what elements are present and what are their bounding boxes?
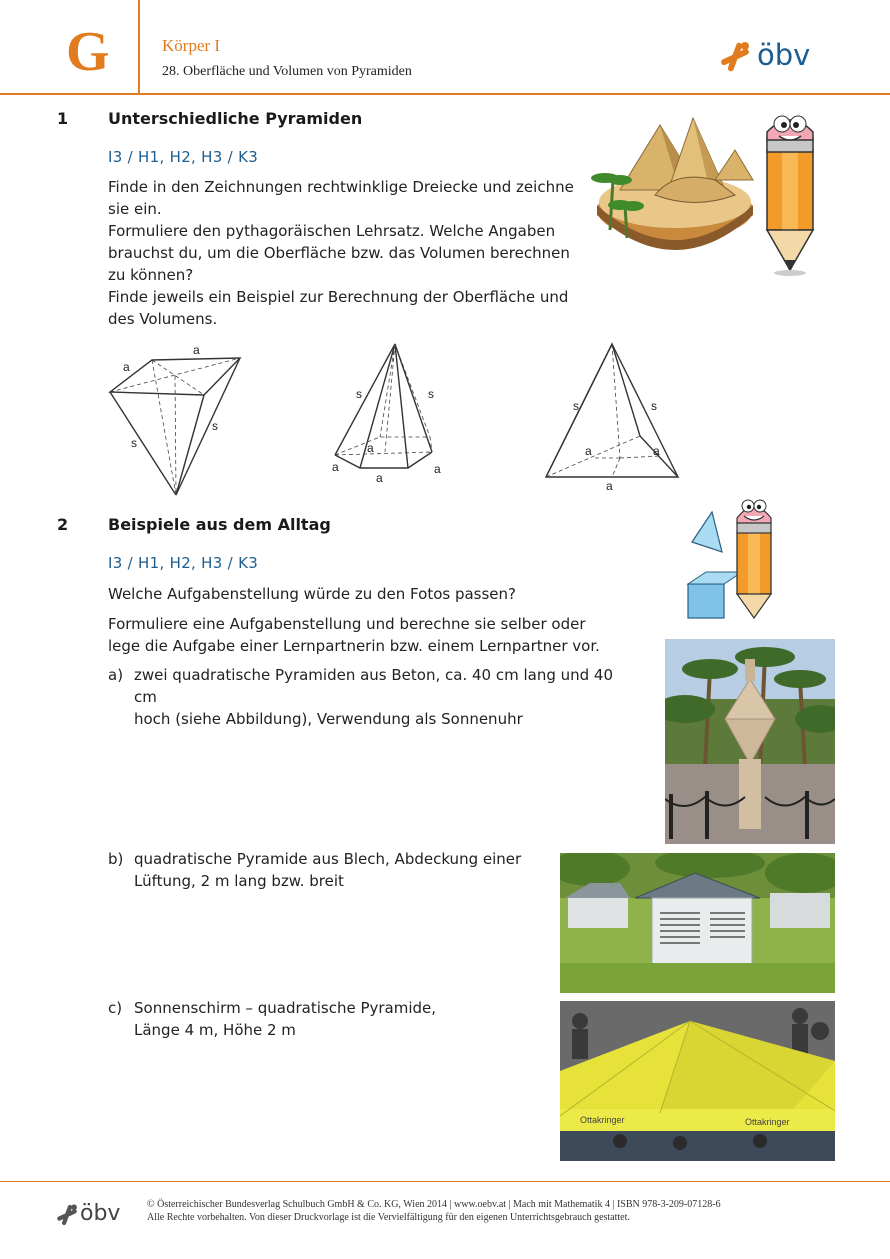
- text-line: quadratische Pyramide aus Blech, Abdeckung einer: [134, 850, 522, 868]
- pyramid-figure-2: [330, 340, 470, 480]
- header-divider: [0, 93, 890, 95]
- text-line: Formuliere den pythagoräischen Lehrsatz. Welche Angaben: [108, 222, 556, 240]
- item-label: a): [108, 666, 124, 684]
- text-line: hoch (siehe Abbildung), Verwendung als Sonnenuhr: [134, 710, 523, 728]
- figure-label: a: [123, 360, 130, 374]
- task-title: Beispiele aus dem Alltag: [108, 515, 331, 534]
- text-line: zu können?: [108, 266, 194, 284]
- photo-ventilation: [560, 853, 835, 993]
- figure-label: s: [651, 399, 657, 413]
- figure-label: s: [573, 399, 579, 413]
- pyramid-figure-3: [540, 340, 690, 485]
- task-title: Unterschiedliche Pyramiden: [108, 109, 363, 128]
- footer-divider: [0, 1181, 890, 1182]
- obv-logo-text: öbv: [757, 38, 811, 72]
- chapter-title: Körper I: [162, 36, 221, 55]
- text-line: Finde in den Zeichnungen rechtwinklige Dreiecke und zeichne: [108, 178, 574, 196]
- section-letter: G: [66, 21, 110, 83]
- figure-label: s: [131, 436, 137, 450]
- figure-label: a: [653, 444, 660, 458]
- obv-logo-icon: [55, 1203, 79, 1227]
- text-line: zwei quadratische Pyramiden aus Beton, ca. 40 cm lang und 40 cm: [134, 666, 614, 706]
- item-text: [134, 848, 554, 892]
- text-line: brauchst du, um die Oberfläche bzw. das Volumen berechnen: [108, 244, 570, 262]
- figure-label: a: [606, 479, 613, 493]
- figure-label: s: [428, 387, 434, 401]
- task-instruction: [108, 613, 628, 657]
- figure-label: s: [212, 419, 218, 433]
- figure-label: a: [585, 444, 592, 458]
- task-question: Welche Aufgabenstellung würde zu den Fotos passen?: [108, 585, 517, 603]
- item-label: c): [108, 999, 123, 1017]
- pyramids-pencil-illustration: [585, 110, 835, 280]
- item-text: [134, 664, 634, 730]
- figure-label: a: [367, 441, 374, 455]
- page-title: 28. Oberfläche und Volumen von Pyramiden: [162, 64, 412, 79]
- photo-umbrella: [560, 1001, 835, 1161]
- task-text: [108, 176, 578, 330]
- item-label: b): [108, 850, 124, 868]
- text-line: Lüftung, 2 m lang bzw. breit: [134, 872, 344, 890]
- figure-label: s: [356, 387, 362, 401]
- text-line: Sonnenschirm – quadratische Pyramide,: [134, 999, 437, 1017]
- figure-label: a: [332, 460, 339, 474]
- footer-rights: Alle Rechte vorbehalten. Von dieser Druckvorlage ist die Vervielfältigung für den eigenen Unterrichtsgebrauch gestattet.: [147, 1212, 630, 1223]
- figure-label: a: [434, 462, 441, 476]
- footer-copyright: © Österreichischer Bundesverlag Schulbuch GmbH & Co. KG, Wien 2014 | www.oebv.at | Mach mit Mathematik 4 | ISBN 978-3-209-07128-6: [147, 1199, 721, 1210]
- text-line: sie ein.: [108, 200, 162, 218]
- obv-logo-text: öbv: [80, 1201, 121, 1226]
- photo-sundial: [665, 639, 835, 844]
- competence-codes: I3 / H1, H2, H3 / K3: [108, 148, 259, 166]
- obv-logo-icon: [718, 40, 752, 74]
- task-number: 2: [57, 515, 69, 534]
- text-line: des Volumens.: [108, 310, 218, 328]
- umbrella-print: Ottakringer: [745, 1117, 790, 1127]
- figure-label: a: [193, 343, 200, 357]
- header-divider-vertical: [138, 0, 140, 95]
- pencil-pyramid-illustration: [682, 492, 792, 620]
- item-text: [134, 997, 534, 1041]
- text-line: lege die Aufgabe einer Lernpartnerin bzw. einem Lernpartner vor.: [108, 637, 600, 655]
- task-number: 1: [57, 109, 69, 128]
- text-line: Formuliere eine Aufgabenstellung und berechne sie selber oder: [108, 615, 586, 633]
- text-line: Finde jeweils ein Beispiel zur Berechnung der Oberfläche und: [108, 288, 569, 306]
- text-line: Länge 4 m, Höhe 2 m: [134, 1021, 296, 1039]
- umbrella-print: Ottakringer: [580, 1115, 625, 1125]
- figure-label: a: [376, 471, 383, 485]
- competence-codes: I3 / H1, H2, H3 / K3: [108, 554, 259, 572]
